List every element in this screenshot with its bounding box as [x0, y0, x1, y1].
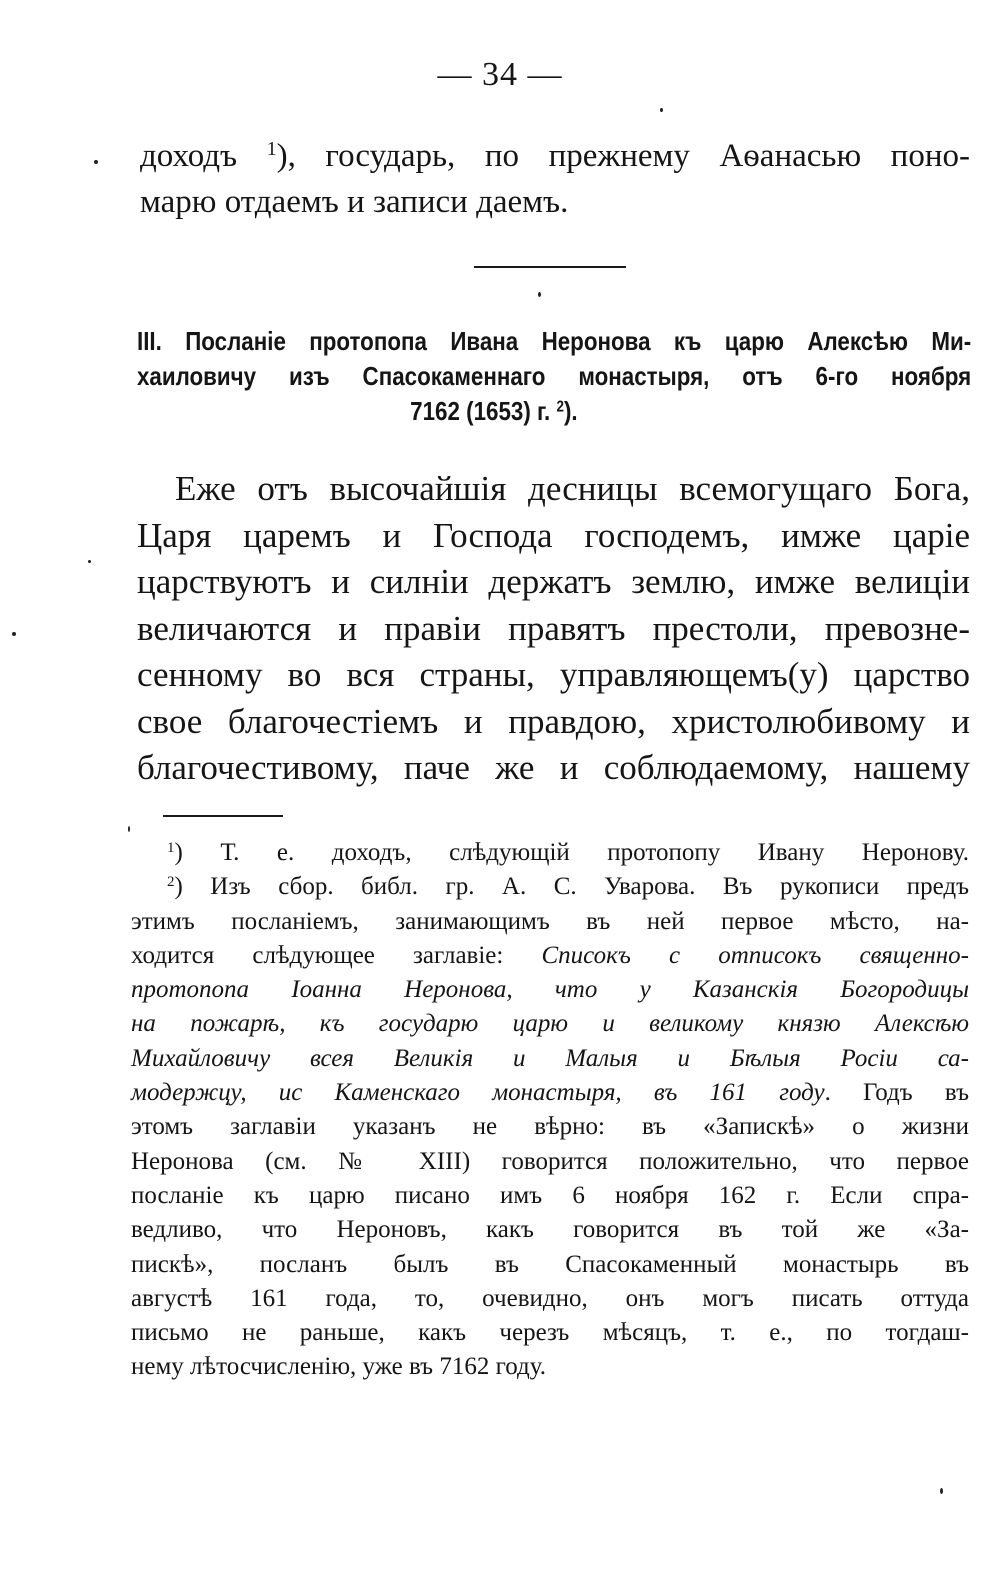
- italic-segment: модержцу, ис Каменскаго монастыря, въ 161 году: [131, 1079, 825, 1107]
- continued-paragraph: [140, 133, 970, 225]
- text-line: величаются и правіи правятъ престоли, превозне-: [137, 608, 970, 648]
- footnote-2-line: [131, 973, 969, 1007]
- heading-line: III. Посланіе протопопа Ивана Неронова къ царю Алексѣю Ми-: [137, 326, 972, 356]
- footnote-ref-1: 1: [266, 138, 277, 161]
- footnote-divider: [163, 815, 283, 817]
- heading-line: [137, 394, 971, 429]
- text-line: сенному во вся страны, управляющемъ(у) царство: [137, 655, 970, 694]
- text-line: благочестивому, паче же и соблюдаемому, нашему: [137, 748, 970, 787]
- footnotes: [131, 836, 969, 1385]
- footnote-2-line: [131, 870, 969, 904]
- footnote-2-line: пискѣ», посланъ былъ въ Спасокаменный монастырь въ: [131, 1250, 969, 1278]
- page-number: — 34 —: [437, 56, 563, 93]
- text-segment: ) Т. е. доходъ, слѣдующій протопопу Ивану Неронову.: [174, 839, 969, 866]
- scan-speck: [538, 292, 541, 297]
- text-segment: доходъ: [140, 138, 267, 174]
- scan-speck: [660, 108, 663, 112]
- text-segment: ходится слѣдующее заглавіе:: [131, 941, 542, 969]
- footnote-2-line: этомъ заглавіи указанъ не вѣрно: въ «Запискѣ» о жизни: [131, 1113, 969, 1141]
- letter-body: [137, 466, 970, 792]
- footnote-2-line: [131, 1076, 969, 1110]
- scan-speck: [88, 560, 91, 563]
- footnote-2-line: посланіе къ царю писано имъ 6 ноября 162 г. Если спра-: [131, 1181, 969, 1209]
- section-heading: [137, 324, 971, 429]
- text-segment: ), государь, по прежнему Аѳанасью поно-: [276, 138, 970, 174]
- scan-speck: [94, 160, 98, 164]
- footnote-2-line: [131, 939, 969, 973]
- footnote-2-line: ведливо, что Нероновъ, какъ говорится въ той же «За-: [131, 1216, 969, 1244]
- footnote-2-line: [131, 1007, 969, 1041]
- section-divider: [474, 266, 626, 268]
- heading-line: хаиловичу изъ Спасокаменнаго монастыря, отъ 6-го ноября: [137, 361, 972, 391]
- footnote-2-line: августѣ 161 года, то, очевидно, онъ могъ писать оттуда: [131, 1284, 969, 1312]
- text-segment: . Годъ въ: [824, 1079, 969, 1107]
- scan-speck: [128, 826, 130, 832]
- footnote-2-line: Неронова (см. № XIII) говорится положительно, что первое: [131, 1147, 969, 1175]
- italic-segment: Михайловичу всея Великія и Малыя и Бѣлыя Росіи са-: [131, 1044, 969, 1072]
- footnote-2-line: этимъ посланіемъ, занимающимъ въ ней первое мѣсто, на-: [131, 907, 969, 935]
- text-line: царствуютъ и силніи держатъ землю, имже велиціи: [137, 562, 970, 601]
- text-line: свое благочестіемъ и правдою, христолюбивому и: [137, 701, 970, 741]
- footnote-2-line: [131, 1042, 969, 1076]
- footnote-mark: 1: [167, 839, 175, 856]
- footnote-ref-2: 2: [556, 398, 564, 416]
- footnote-2-line: нему лѣтосчисленію, уже въ 7162 году.: [131, 1353, 546, 1381]
- footnote-1: [131, 836, 969, 870]
- footnote-2-line: письмо не раньше, какъ черезъ мѣсяцъ, т. е., по тогдаш-: [131, 1319, 969, 1347]
- italic-segment: на пожарѣ, къ государю царю и великому князю Алексѣю: [131, 1010, 969, 1038]
- text-segment: ) Изъ сбор. библ. гр. А. С. Уварова. Въ рукописи предъ: [174, 873, 969, 901]
- text-segment: ).: [563, 396, 578, 426]
- text-line: марю отдаемъ и записи даемъ.: [140, 184, 569, 220]
- text-segment: 7162 (1653) г.: [410, 396, 557, 426]
- text-line: Еже отъ высочайшія десницы всемогущаго Бога,: [175, 469, 970, 508]
- italic-segment: Списокъ с отписокъ священно-: [541, 941, 970, 969]
- text-line: Царя царемъ и Господа господемъ, имже царіе: [137, 515, 970, 555]
- italic-segment: протопопа Іоанна Неронова, что у Казанскія Богородицы: [131, 976, 969, 1004]
- footnote-mark: 2: [167, 874, 175, 891]
- scan-speck: [12, 632, 16, 636]
- scan-speck: [940, 1488, 943, 1494]
- text-line: [140, 133, 970, 179]
